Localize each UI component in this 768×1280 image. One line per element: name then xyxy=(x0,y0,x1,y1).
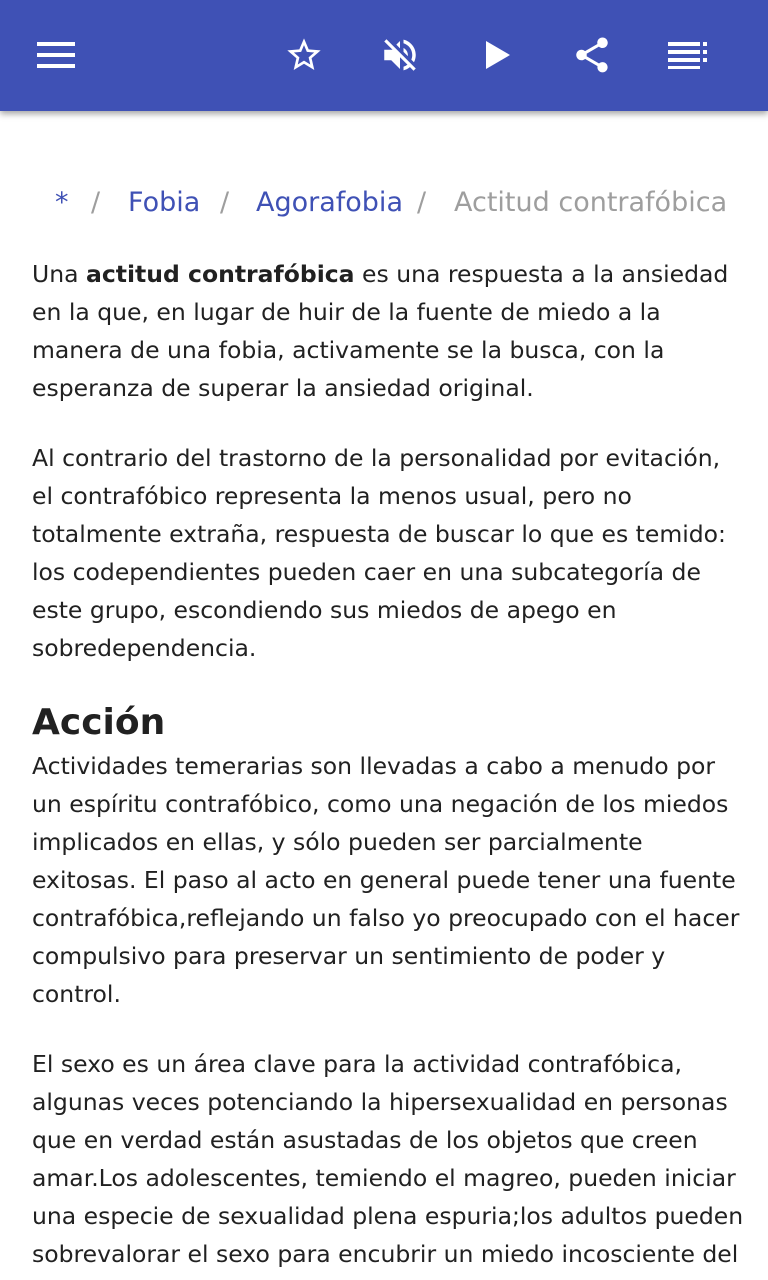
term-bold: actitud contrafóbica xyxy=(85,260,355,288)
breadcrumb xyxy=(0,183,768,223)
breadcrumb-separator: / xyxy=(220,187,230,218)
table-of-contents-icon xyxy=(668,41,708,69)
sound-toggle-button[interactable] xyxy=(375,30,425,80)
paragraph-2: Al contrario del trastorno de la personalidad por evitación, el contrafóbico representa la menos usual, pero no totalmente extraña, respuesta de buscar lo que es temido: los codependientes pueden caer en una subcategoría de este grupo, escondiendo sus miedos de apego en sobredependencia. xyxy=(32,444,726,662)
volume-off-icon xyxy=(379,34,421,76)
favorite-button[interactable] xyxy=(279,30,329,80)
breadcrumb-separator: / xyxy=(417,187,427,218)
share-button[interactable] xyxy=(567,30,617,80)
play-icon xyxy=(484,39,512,71)
menu-button[interactable] xyxy=(31,30,81,80)
app-bar xyxy=(0,0,768,111)
paragraph-3: Actividades temerarias son llevadas a cabo a menudo por un espíritu contrafóbico, como una negación de los miedos implicados en ellas, y sólo pueden ser parcialmente exitosas. El paso al acto en general puede tener una fuente contrafóbica,reflejando un falso yo preocupado con el hacer compulsivo para preservar un sentimiento de poder y control. xyxy=(32,752,740,1008)
section-heading-accion: Acción xyxy=(32,702,166,743)
paragraph-intro-rest: es una respuesta a la ansiedad en la que, en lugar de huir de la fuente de miedo a la manera de una fobia, activamente se la busca, con la esperanza de superar la ansiedad original. xyxy=(32,260,729,402)
paragraph-intro xyxy=(32,255,744,407)
play-button[interactable] xyxy=(473,30,523,80)
breadcrumb-item-home[interactable]: * xyxy=(55,187,69,218)
breadcrumb-current: Actitud contrafóbica xyxy=(454,187,728,218)
breadcrumb-separator: / xyxy=(91,187,101,218)
contents-button[interactable] xyxy=(663,30,713,80)
content-area xyxy=(0,111,768,1280)
paragraph-4: El sexo es un área clave para la actividad contrafóbica, algunas veces potenciando la hipersexualidad en personas que en verdad están asustadas de los objetos que creen amar.Los adolescentes, temiendo el magreo, pueden iniciar una especie de sexualidad plena espuria;los adultos pueden sobrevalorar el sexo para encubrir un miedo incosciente del xyxy=(32,1050,744,1268)
paragraph-intro-lead: Una xyxy=(32,260,86,288)
article-body xyxy=(32,255,744,1280)
share-icon xyxy=(571,34,613,76)
hamburger-menu-icon xyxy=(37,41,75,69)
breadcrumb-item-agorafobia[interactable]: Agorafobia xyxy=(256,187,403,218)
breadcrumb-item-fobia[interactable]: Fobia xyxy=(128,187,201,218)
star-outline-icon xyxy=(283,35,325,75)
